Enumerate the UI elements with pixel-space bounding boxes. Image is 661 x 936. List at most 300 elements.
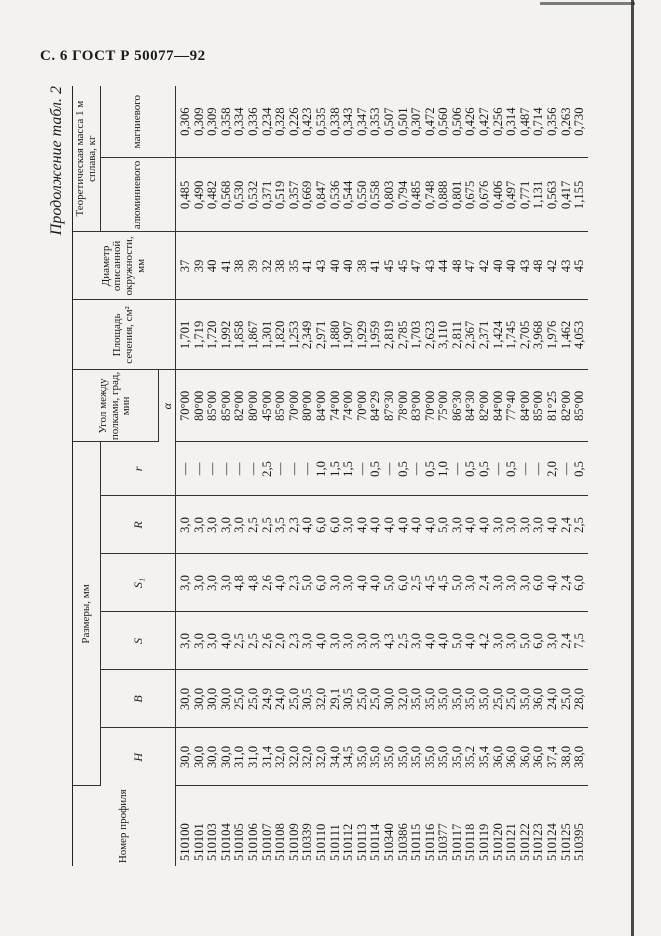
cell-r: 0,5	[395, 461, 410, 477]
cell-al: 0,544	[341, 180, 356, 210]
cell-S1: 4,8	[245, 575, 260, 591]
cell-S1: 4,5	[436, 575, 451, 591]
cell-diameter: 40	[327, 259, 342, 273]
cell-H: 35,0	[381, 745, 396, 769]
cell-R: 3,5	[273, 517, 288, 533]
cell-angle: 84°29	[368, 390, 383, 422]
cell-al: 0,497	[504, 180, 519, 210]
cell-R: 3,0	[178, 517, 192, 533]
cell-al: 0,417	[558, 180, 573, 210]
header-alpha: α	[159, 370, 176, 442]
cell-profile: 510118	[463, 823, 478, 861]
cell-angle: 70°00	[354, 390, 369, 422]
cell-profile: 510108	[273, 823, 288, 861]
cell-r: 0,5	[463, 461, 478, 477]
cell-profile: 510111	[327, 824, 342, 861]
cell-mg: 0,353	[368, 107, 383, 136]
cell-angle: 70°00	[178, 390, 192, 422]
cell-al: 0,371	[259, 180, 274, 210]
cell-r: —	[232, 462, 247, 476]
cell-mg: 0,309	[191, 107, 206, 136]
cell-area: 1,745	[504, 320, 519, 350]
cell-profile: 510340	[381, 823, 396, 861]
cell-S1: 3,0	[205, 575, 220, 591]
cell-angle: 85°00	[218, 390, 233, 422]
cell-B: 25,0	[286, 687, 301, 711]
cell-S: 2,6	[259, 633, 274, 649]
cell-B: 35,0	[409, 687, 424, 711]
cell-profile: 510395	[572, 823, 587, 861]
cell-S: 2,4	[558, 633, 573, 649]
cell-S1: 3,0	[341, 575, 356, 591]
cell-profile: 510107	[259, 823, 274, 861]
cell-B: 35,0	[449, 687, 464, 711]
cell-angle: 84°00	[517, 390, 532, 422]
cell-S1: 2,5	[409, 575, 424, 591]
header-r: r	[101, 442, 176, 496]
profiles-table	[72, 86, 588, 866]
cell-profile: 510100	[178, 823, 192, 861]
cell-profile: 510119	[477, 823, 492, 861]
header-H: H	[101, 728, 176, 786]
cell-area: 2,705	[517, 320, 532, 350]
cell-al: 0,558	[368, 180, 383, 210]
cell-R: 4,0	[395, 517, 410, 533]
cell-S: 3,0	[354, 633, 369, 649]
cell-S1: 4,0	[354, 575, 369, 591]
cell-S: 4,0	[422, 633, 437, 649]
cell-S: 3,0	[368, 633, 383, 649]
caption-container	[40, 86, 70, 866]
cell-H: 35,0	[436, 745, 451, 769]
cell-H: 31,4	[259, 745, 274, 769]
cell-S: 4,0	[313, 633, 328, 649]
cell-R: 3,0	[531, 517, 546, 533]
cell-B: 30,0	[178, 687, 192, 711]
cell-B: 24,0	[545, 687, 560, 711]
cell-r: 2,0	[545, 461, 560, 477]
cell-S: 3,0	[191, 633, 206, 649]
cell-H: 30,0	[191, 745, 206, 769]
cell-profile: 510120	[490, 823, 505, 861]
cell-r: —	[531, 462, 546, 476]
cell-H: 31,0	[232, 745, 247, 769]
cell-H: 35,0	[422, 745, 437, 769]
cell-mg: 0,535	[313, 107, 328, 136]
cell-S: 2,5	[245, 633, 260, 649]
cell-B: 29,1	[327, 687, 342, 711]
col-angle	[176, 370, 589, 442]
cell-B: 35,0	[463, 687, 478, 711]
col-diameter	[176, 232, 589, 300]
cell-H: 35,2	[463, 745, 478, 769]
cell-B: 25,0	[490, 687, 505, 711]
cell-S: 3,0	[341, 633, 356, 649]
cell-mg: 0,472	[422, 107, 437, 136]
cell-diameter: 45	[395, 259, 410, 273]
cell-R: 3,0	[191, 517, 206, 533]
cell-S: 7,5	[572, 633, 587, 649]
header-al: алюминиевого	[101, 158, 176, 232]
col-S	[176, 612, 589, 670]
cell-al: 0,532	[245, 180, 260, 210]
cell-B: 25,0	[368, 687, 383, 711]
cell-diameter: 40	[205, 259, 220, 273]
cell-mg: 0,501	[395, 107, 410, 136]
cell-al: 0,771	[517, 180, 532, 210]
cell-diameter: 38	[232, 259, 247, 273]
cell-S1: 3,0	[178, 575, 192, 591]
cell-S: 4,2	[477, 633, 492, 649]
cell-profile: 510124	[545, 823, 560, 861]
cell-B: 28,0	[572, 687, 587, 711]
cell-diameter: 43	[313, 259, 328, 273]
cell-diameter: 38	[354, 259, 369, 273]
col-R	[176, 496, 589, 554]
cell-R: 3,0	[205, 517, 220, 533]
cell-diameter: 42	[477, 259, 492, 273]
cell-mg: 0,309	[205, 107, 220, 136]
cell-angle: 80°00	[245, 390, 260, 422]
cell-H: 32,0	[313, 745, 328, 769]
cell-H: 32,0	[286, 745, 301, 769]
cell-profile: 510115	[409, 823, 424, 861]
cell-R: 4,0	[300, 517, 315, 533]
header-S1: S₁	[101, 554, 176, 612]
cell-area: 3,968	[531, 320, 546, 350]
cell-mg: 0,730	[572, 107, 587, 136]
cell-mg: 0,306	[178, 107, 192, 136]
cell-angle: 84°00	[490, 390, 505, 422]
cell-H: 36,0	[504, 745, 519, 769]
cell-diameter: 47	[409, 259, 424, 273]
cell-B: 36,0	[531, 687, 546, 711]
cell-area: 1,867	[245, 320, 260, 350]
cell-al: 0,485	[409, 180, 424, 210]
cell-al: 0,490	[191, 180, 206, 210]
cell-profile: 510121	[504, 823, 519, 861]
cell-al: 0,550	[354, 180, 369, 210]
cell-area: 1,959	[368, 320, 383, 350]
cell-r: —	[178, 462, 192, 476]
cell-mg: 0,423	[300, 107, 315, 136]
cell-S1: 3,0	[191, 575, 206, 591]
cell-diameter: 37	[178, 259, 192, 273]
cell-mg: 0,356	[545, 107, 560, 136]
cell-S: 4,3	[381, 633, 396, 649]
cell-angle: 74°00	[327, 390, 342, 422]
cell-angle: 75°00	[436, 390, 451, 422]
cell-area: 1,301	[259, 320, 274, 350]
cell-S1: 6,0	[313, 575, 328, 591]
cell-R: 4,0	[381, 517, 396, 533]
cell-mg: 0,506	[449, 107, 464, 136]
cell-diameter: 40	[490, 259, 505, 273]
cell-S1: 3,0	[490, 575, 505, 591]
cell-S1: 5,0	[449, 575, 464, 591]
cell-R: 6,0	[313, 517, 328, 533]
cell-r: 2,5	[259, 461, 274, 477]
cell-al: 0,357	[286, 180, 301, 210]
cell-angle: 80°00	[191, 390, 206, 422]
cell-profile: 510104	[218, 823, 233, 861]
cell-al: 0,803	[381, 180, 396, 210]
cell-angle: 74°00	[341, 390, 356, 422]
cell-R: 2,5	[259, 517, 274, 533]
cell-angle: 84°00	[313, 390, 328, 422]
col-profile	[176, 786, 589, 866]
cell-al: 0,563	[545, 180, 560, 210]
cell-S1: 4,8	[232, 575, 247, 591]
cell-area: 1,253	[286, 320, 301, 350]
cell-S1: 2,6	[259, 575, 274, 591]
cell-B: 24,0	[273, 687, 288, 711]
cell-S1: 4,0	[368, 575, 383, 591]
cell-S: 3,0	[545, 633, 560, 649]
cell-mg: 0,343	[341, 107, 356, 136]
table-caption: Продолжение табл. 2	[48, 86, 65, 236]
cell-angle: 77°40	[504, 390, 519, 422]
header-area: Площадь сечения, см²	[73, 300, 176, 370]
cell-S: 5,0	[517, 633, 532, 649]
cell-area: 2,371	[477, 320, 492, 350]
cell-H: 36,0	[490, 745, 505, 769]
cell-area: 2,811	[449, 320, 464, 349]
cell-B: 25,0	[232, 687, 247, 711]
cell-profile: 510110	[313, 823, 328, 861]
cell-area: 4,053	[572, 320, 587, 350]
cell-area: 2,367	[463, 320, 478, 350]
cell-S: 2,5	[232, 633, 247, 649]
cell-diameter: 40	[504, 259, 519, 273]
cell-al: 0,536	[327, 180, 342, 210]
cell-r: 1,0	[313, 461, 328, 477]
cell-H: 30,0	[205, 745, 220, 769]
cell-profile: 510113	[354, 823, 369, 861]
cell-mg: 0,328	[273, 107, 288, 136]
page-header: С. 6 ГОСТ Р 50077—92	[40, 48, 206, 64]
cell-mg: 0,426	[463, 107, 478, 136]
cell-mg: 0,427	[477, 107, 492, 136]
cell-R: 4,0	[422, 517, 437, 533]
cell-S1: 2,4	[558, 575, 573, 591]
cell-area: 1,880	[327, 320, 342, 350]
cell-angle: 70°00	[422, 390, 437, 422]
cell-diameter: 42	[545, 259, 560, 273]
cell-profile: 510114	[368, 823, 383, 861]
cell-r: 0,5	[368, 461, 383, 477]
cell-mg: 0,263	[558, 107, 573, 136]
cell-H: 32,0	[273, 745, 288, 769]
col-mg	[176, 86, 589, 158]
cell-S: 5,0	[449, 633, 464, 649]
cell-diameter: 44	[436, 259, 451, 273]
cell-R: 4,0	[477, 517, 492, 533]
cell-al: 0,669	[300, 180, 315, 210]
cell-R: 2,5	[572, 517, 587, 533]
cell-H: 35,0	[368, 745, 383, 769]
cell-area: 1,462	[558, 320, 573, 350]
cell-S1: 3,0	[327, 575, 342, 591]
cell-B: 25,0	[245, 687, 260, 711]
cell-al: 0,675	[463, 180, 478, 210]
cell-diameter: 43	[422, 259, 437, 273]
cell-B: 30,5	[300, 687, 315, 711]
cell-angle: 80°00	[300, 390, 315, 422]
cell-r: —	[218, 462, 233, 476]
cell-al: 0,847	[313, 180, 328, 210]
cell-S1: 4,5	[422, 575, 437, 591]
cell-area: 2,349	[300, 320, 315, 350]
cell-B: 30,5	[341, 687, 356, 711]
cell-H: 35,4	[477, 745, 492, 769]
header-S: S	[101, 612, 176, 670]
cell-r: —	[245, 462, 260, 476]
cell-S: 2,5	[395, 633, 410, 649]
cell-r: —	[517, 462, 532, 476]
cell-S: 2,3	[286, 633, 301, 649]
cell-B: 25,0	[354, 687, 369, 711]
cell-r: 1,5	[327, 461, 342, 477]
cell-R: 3,0	[218, 517, 233, 533]
cell-mg: 0,226	[286, 107, 301, 136]
cell-R: 5,0	[436, 517, 451, 533]
cell-profile: 510109	[286, 823, 301, 861]
cell-al: 0,530	[232, 180, 247, 210]
cell-al: 1,155	[572, 180, 587, 210]
cell-angle: 85°00	[572, 390, 587, 422]
cell-area: 1,703	[409, 320, 424, 350]
cell-S1: 5,0	[300, 575, 315, 591]
cell-H: 32,0	[300, 745, 315, 769]
cell-R: 6,0	[327, 517, 342, 533]
cell-S: 3,0	[490, 633, 505, 649]
cell-S1: 3,0	[218, 575, 233, 591]
cell-mg: 0,307	[409, 107, 424, 136]
cell-H: 37,4	[545, 745, 560, 769]
cell-profile: 510101	[191, 823, 206, 861]
cell-S: 3,0	[205, 633, 220, 649]
cell-R: 4,0	[545, 517, 560, 533]
cell-diameter: 41	[218, 259, 233, 273]
cell-diameter: 35	[286, 259, 301, 273]
cell-angle: 86°30	[449, 390, 464, 422]
cell-profile: 510122	[517, 823, 532, 861]
cell-angle: 87°30	[381, 390, 396, 422]
cell-r: 0,5	[504, 461, 519, 477]
cell-area: 3,110	[436, 320, 451, 349]
cell-diameter: 40	[341, 259, 356, 273]
cell-al: 0,519	[273, 180, 288, 210]
cell-al: 0,568	[218, 180, 233, 210]
cell-B: 25,0	[504, 687, 519, 711]
cell-angle: 82°00	[477, 390, 492, 422]
cell-diameter: 41	[368, 259, 383, 273]
cell-area: 1,907	[341, 320, 356, 350]
cell-mg: 0,507	[381, 107, 396, 136]
cell-al: 0,888	[436, 180, 451, 210]
cell-diameter: 41	[300, 259, 315, 273]
cell-mg: 0,487	[517, 107, 532, 136]
cell-angle: 83°00	[409, 390, 424, 422]
cell-r: —	[205, 462, 220, 476]
cell-diameter: 43	[517, 259, 532, 273]
cell-B: 35,0	[517, 687, 532, 711]
cell-H: 35,0	[449, 745, 464, 769]
cell-area: 1,820	[273, 320, 288, 350]
cell-diameter: 45	[381, 259, 396, 273]
cell-S1: 3,0	[504, 575, 519, 591]
cell-B: 30,0	[381, 687, 396, 711]
cell-S: 3,0	[409, 633, 424, 649]
cell-al: 0,406	[490, 180, 505, 210]
cell-S1: 5,0	[381, 575, 396, 591]
cell-B: 35,0	[422, 687, 437, 711]
cell-R: 4,0	[354, 517, 369, 533]
cell-mg: 0,347	[354, 107, 369, 136]
cell-mg: 0,314	[504, 107, 519, 136]
cell-S1: 6,0	[395, 575, 410, 591]
cell-r: —	[558, 462, 573, 476]
header-angle: Угол между полками, град, мин	[73, 370, 159, 442]
cell-S1: 2,4	[477, 575, 492, 591]
rotated-table-frame	[72, 86, 588, 866]
cell-S1: 2,3	[286, 575, 301, 591]
cell-r: —	[191, 462, 206, 476]
cell-profile: 510116	[422, 823, 437, 861]
cell-S: 3,0	[178, 633, 192, 649]
cell-B: 35,0	[436, 687, 451, 711]
cell-area: 2,819	[381, 320, 396, 350]
cell-R: 4,0	[463, 517, 478, 533]
cell-al: 0,676	[477, 180, 492, 210]
cell-R: 4,0	[409, 517, 424, 533]
cell-diameter: 32	[259, 259, 274, 273]
cell-r: 0,5	[572, 461, 587, 477]
cell-R: 3,0	[341, 517, 356, 533]
table-container	[72, 86, 588, 866]
cell-r: 0,5	[422, 461, 437, 477]
cell-angle: 78°00	[395, 390, 410, 422]
cell-al: 0,794	[395, 180, 410, 210]
cell-r: —	[449, 462, 464, 476]
cell-mg: 0,336	[245, 107, 260, 136]
cell-area: 1,424	[490, 320, 505, 350]
cell-angle: 84°30	[463, 390, 478, 422]
cell-r: 1,0	[436, 461, 451, 477]
cell-H: 30,0	[178, 745, 192, 769]
cell-diameter: 39	[245, 259, 260, 273]
cell-profile: 510339	[300, 823, 315, 861]
cell-R: 3,0	[232, 517, 247, 533]
cell-H: 38,0	[572, 745, 587, 769]
cell-r: —	[273, 462, 288, 476]
cell-al: 0,485	[178, 180, 192, 210]
cell-mg: 0,714	[531, 107, 546, 136]
cell-area: 1,719	[191, 320, 206, 350]
cell-R: 2,5	[245, 517, 260, 533]
header-diameter: Диаметр описанной окружности, мм	[73, 232, 176, 300]
cell-S1: 6,0	[572, 575, 587, 591]
cell-area: 1,929	[354, 320, 369, 350]
cell-B: 30,0	[218, 687, 233, 711]
cell-profile: 510105	[232, 823, 247, 861]
cell-S1: 4,0	[545, 575, 560, 591]
cell-R: 2,3	[286, 517, 301, 533]
header-mg: магниевого	[101, 86, 176, 158]
cell-S1: 6,0	[531, 575, 546, 591]
header-dims: Размеры, мм	[73, 442, 101, 786]
